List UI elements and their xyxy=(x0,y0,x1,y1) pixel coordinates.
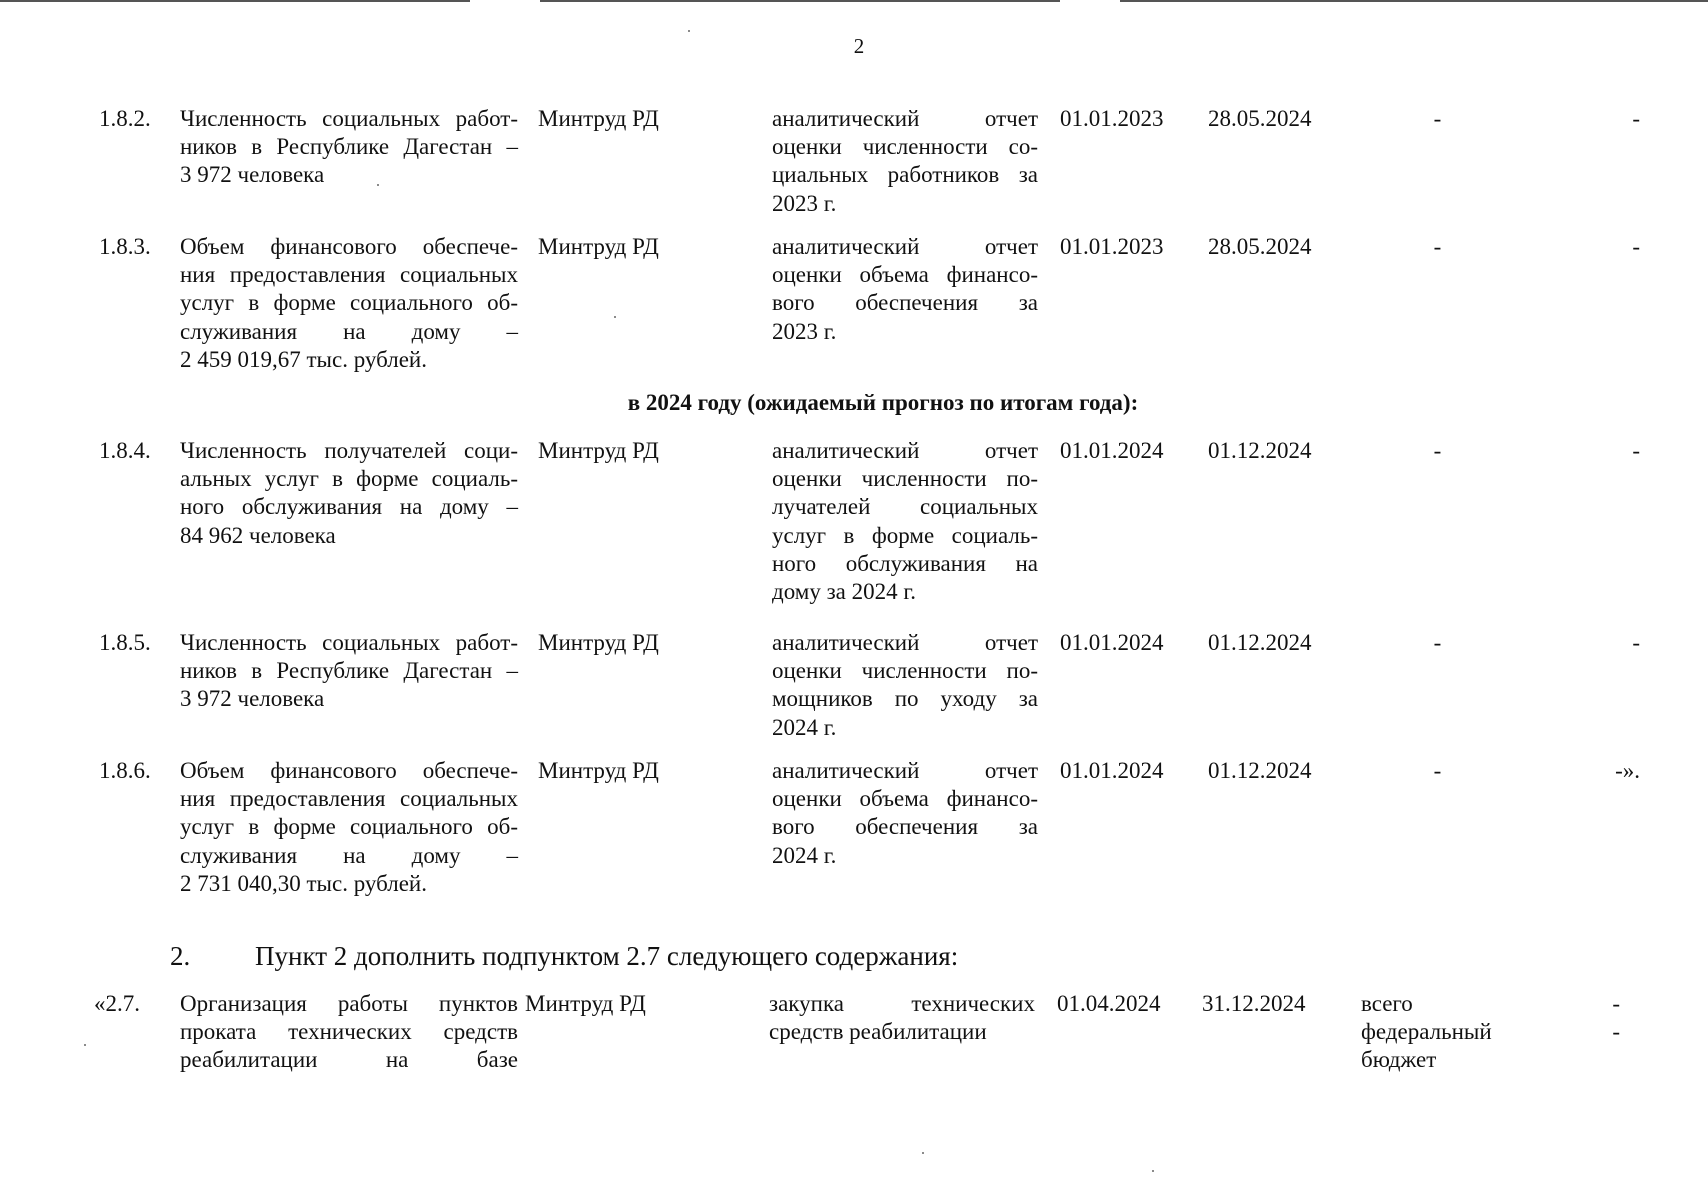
name-line: 3 972 человека xyxy=(180,162,325,188)
result-description xyxy=(769,990,1035,1046)
funding-source: - xyxy=(1433,438,1442,463)
end-date: 01.12.2024 xyxy=(1208,438,1312,463)
result-line: 2023 г. xyxy=(772,190,837,216)
funding-amount: - xyxy=(1632,630,1640,655)
name-line: ного обслуживания на дому – xyxy=(180,494,518,520)
row-number: 1.8.2. xyxy=(99,106,151,131)
row-number: 1.8.3. xyxy=(99,234,151,259)
row-number: «2.7. xyxy=(94,991,140,1016)
end-date: 01.12.2024 xyxy=(1208,758,1312,783)
result-line: услуг в форме социаль- xyxy=(772,522,1038,548)
result-line: лучателей социальных xyxy=(772,494,1038,520)
measure-name xyxy=(180,990,518,1075)
name-line: Численность социальных работ- xyxy=(180,106,518,131)
scan-speck xyxy=(614,316,616,318)
name-line: альных услуг в форме социаль- xyxy=(180,466,518,492)
name-line: 2 731 040,30 тыс. рублей. xyxy=(180,870,427,896)
funding-source: - xyxy=(1433,106,1442,131)
funding-source xyxy=(1361,990,1492,1075)
end-date: 31.12.2024 xyxy=(1202,991,1306,1016)
name-line: Объем финансового обеспече- xyxy=(180,758,518,783)
result-line: вого обеспечения за xyxy=(772,290,1038,316)
name-line: Численность получателей соци- xyxy=(180,438,518,463)
result-description xyxy=(772,757,1038,870)
result-line: дому за 2024 г. xyxy=(772,579,916,605)
end-date: 01.12.2024 xyxy=(1208,630,1312,655)
scan-top-edge xyxy=(0,0,1708,3)
name-line: ников в Республике Дагестан – xyxy=(180,134,518,160)
name-line: услуг в форме социального об- xyxy=(180,814,518,840)
scan-speck xyxy=(1152,1170,1154,1172)
responsible-org: Минтруд РД xyxy=(538,438,659,463)
result-line: аналитический отчет xyxy=(772,106,1038,131)
source-line: бюджет xyxy=(1361,1047,1437,1073)
name-line: ния предоставления социальных xyxy=(180,262,518,288)
measure-name xyxy=(180,233,518,374)
start-date: 01.01.2024 xyxy=(1060,438,1164,463)
source-line: федеральный xyxy=(1361,1019,1492,1045)
result-line: 2024 г. xyxy=(772,714,837,740)
name-line: служивания на дому – xyxy=(180,318,518,344)
result-line: аналитический отчет xyxy=(772,630,1038,655)
page-number: 2 xyxy=(853,34,865,58)
name-line: служивания на дому – xyxy=(180,842,518,868)
name-line: реабилитации на базе xyxy=(180,1047,518,1073)
funding-source: - xyxy=(1433,758,1442,783)
name-line: ния предоставления социальных xyxy=(180,786,518,812)
responsible-org: Минтруд РД xyxy=(538,758,659,783)
measure-name xyxy=(180,629,518,714)
row-number: 1.8.4. xyxy=(99,438,151,463)
scan-speck xyxy=(922,1152,924,1154)
funding-source: - xyxy=(1433,234,1442,259)
responsible-org: Минтруд РД xyxy=(525,991,646,1016)
start-date: 01.01.2024 xyxy=(1060,758,1164,783)
instruction-number: 2. xyxy=(170,941,191,971)
scan-speck xyxy=(377,184,379,186)
result-line: мощников по уходу за xyxy=(772,686,1038,712)
result-line: аналитический отчет xyxy=(772,438,1038,463)
name-line: 84 962 человека xyxy=(180,522,336,548)
result-line: оценки объема финансо- xyxy=(772,786,1038,812)
result-line: циальных работников за xyxy=(772,162,1038,188)
source-line: всего xyxy=(1361,991,1413,1016)
funding-amount: - xyxy=(1632,438,1640,463)
measure-name xyxy=(180,105,518,190)
result-line: 2023 г. xyxy=(772,318,837,344)
start-date: 01.04.2024 xyxy=(1057,991,1161,1016)
name-line: Организация работы пунктов xyxy=(180,991,518,1016)
amount-line: - xyxy=(1612,991,1620,1016)
row-number: 1.8.6. xyxy=(99,758,151,783)
scan-speck xyxy=(84,1044,86,1046)
end-date: 28.05.2024 xyxy=(1208,234,1312,259)
name-line: услуг в форме социального об- xyxy=(180,290,518,316)
responsible-org: Минтруд РД xyxy=(538,630,659,655)
responsible-org: Минтруд РД xyxy=(538,106,659,131)
funding-amount: - xyxy=(1632,234,1640,259)
result-line: аналитический отчет xyxy=(772,758,1038,783)
start-date: 01.01.2024 xyxy=(1060,630,1164,655)
result-line: оценки численности со- xyxy=(772,134,1038,160)
result-description xyxy=(772,437,1038,606)
start-date: 01.01.2023 xyxy=(1060,106,1164,131)
result-line: аналитический отчет xyxy=(772,234,1038,259)
measure-name xyxy=(180,757,518,898)
name-line: Численность социальных работ- xyxy=(180,630,518,655)
name-line: 3 972 человека xyxy=(180,686,325,712)
responsible-org: Минтруд РД xyxy=(538,234,659,259)
scan-speck xyxy=(688,30,690,32)
end-date: 28.05.2024 xyxy=(1208,106,1312,131)
result-line: 2024 г. xyxy=(772,842,837,868)
result-line: оценки объема финансо- xyxy=(772,262,1038,288)
measure-name xyxy=(180,437,518,550)
result-line: оценки численности по- xyxy=(772,658,1038,684)
name-line: проката технических средств xyxy=(180,1019,518,1045)
section-heading: в 2024 году (ожидаемый прогноз по итогам года): xyxy=(627,390,1139,415)
start-date: 01.01.2023 xyxy=(1060,234,1164,259)
result-line: оценки численности по- xyxy=(772,466,1038,492)
result-line: вого обеспечения за xyxy=(772,814,1038,840)
name-line: 2 459 019,67 тыс. рублей. xyxy=(180,346,427,372)
amount-line: - xyxy=(1612,1019,1620,1045)
result-line: закупка технических xyxy=(769,991,1035,1016)
instruction-text: Пункт 2 дополнить подпунктом 2.7 следующего содержания: xyxy=(255,941,959,971)
funding-amount xyxy=(1580,990,1620,1046)
result-line: средств реабилитации xyxy=(769,1019,987,1045)
result-description xyxy=(772,105,1038,218)
result-line: ного обслуживания на xyxy=(772,550,1038,576)
name-line: Объем финансового обеспече- xyxy=(180,234,518,259)
name-line: ников в Республике Дагестан – xyxy=(180,658,518,684)
result-description xyxy=(772,629,1038,742)
funding-amount: - xyxy=(1632,106,1640,131)
funding-source: - xyxy=(1433,630,1442,655)
result-description xyxy=(772,233,1038,346)
row-number: 1.8.5. xyxy=(99,630,151,655)
funding-amount: -». xyxy=(1615,758,1640,783)
